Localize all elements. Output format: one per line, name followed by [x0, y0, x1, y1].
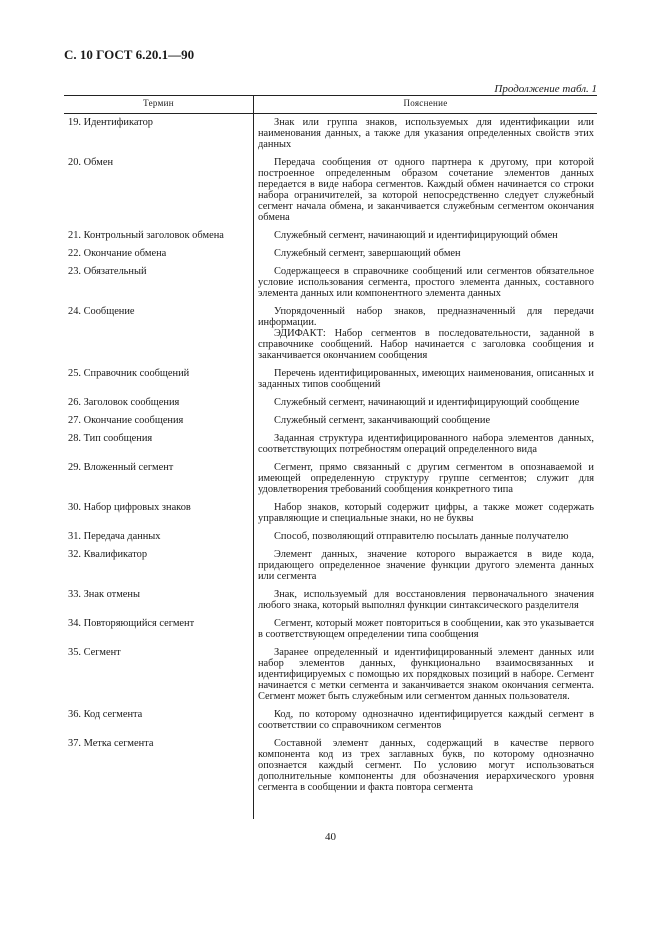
explanation-cell [253, 368, 594, 390]
document-header: С. 10 ГОСТ 6.20.1—90 [64, 47, 195, 62]
explanation-paragraph: Сегмент, который может повториться в сообщении, как это указывается в соответствующем определении типа сообщения [258, 618, 594, 640]
page-number: 40 [325, 831, 336, 843]
table-top-rule [64, 95, 597, 96]
term-cell: 25. Справочник сообщений [68, 368, 190, 379]
explanation-cell [253, 589, 594, 611]
explanation-cell [253, 266, 594, 299]
explanation-cell [253, 531, 594, 542]
terms-table-body [64, 117, 597, 800]
explanation-cell [253, 248, 594, 259]
table-row [64, 738, 597, 793]
table-row [64, 248, 597, 259]
explanation-cell [253, 230, 594, 241]
table-row [64, 368, 597, 390]
term-cell: 32. Квалификатор [68, 549, 148, 560]
explanation-paragraph: Упорядоченный набор знаков, предназначенный для передачи информации. [258, 306, 594, 328]
explanation-paragraph: Служебный сегмент, заканчивающий сообщение [274, 415, 491, 426]
term-cell: 23. Обязательный [68, 266, 147, 277]
column-header-term: Термин [143, 98, 174, 108]
table-header-rule [64, 113, 597, 114]
table-row [64, 433, 597, 455]
table-row [64, 117, 597, 150]
explanation-cell [253, 157, 594, 223]
explanation-cell [253, 502, 594, 524]
table-row [64, 230, 597, 241]
table-row [64, 266, 597, 299]
term-cell: 30. Набор цифровых знаков [68, 502, 191, 513]
explanation-paragraph: Сегмент, прямо связанный с другим сегментом в опознаваемой и имеющей определенную структуру группе сегментов; служит для удовлетворения требований сообщения конкретного типа [258, 462, 594, 495]
explanation-cell [253, 709, 594, 731]
explanation-paragraph: Заданная структура идентифицированного набора элементов данных, соответствующих потребностям операций определенного вида [258, 433, 594, 455]
explanation-cell [253, 462, 594, 495]
table-row [64, 531, 597, 542]
explanation-cell [253, 549, 594, 582]
table-row [64, 157, 597, 223]
explanation-cell [253, 433, 594, 455]
term-cell: 33. Знак отмены [68, 589, 140, 600]
explanation-paragraph: ЭДИФАКТ: Набор сегментов в последовательности, заданной в справочнике сообщений. Набор начинается с заголовка сообщения и заканчивается окончанием сообщения [258, 328, 594, 361]
explanation-paragraph: Элемент данных, значение которого выражается в виде кода, придающего определенное значение функции другого элемента данных или сегмента [258, 549, 594, 582]
term-cell: 27. Окончание сообщения [68, 415, 184, 426]
explanation-cell [253, 415, 594, 426]
term-cell: 29. Вложенный сегмент [68, 462, 174, 473]
explanation-paragraph: Передача сообщения от одного партнера к другому, при которой построенное определенным образом сочетание элементов данных передается в виде набора сегментов. Каждый обмен начинается со строки набора ограничителей, за которой непосредственно следует служебный сегмент начала обмена, и заканчивается служебным сегментом окончания обмена [258, 157, 594, 223]
term-cell: 36. Код сегмента [68, 709, 143, 720]
term-cell: 35. Сегмент [68, 647, 121, 658]
explanation-paragraph: Способ, позволяющий отправителю посылать данные получателю [274, 531, 569, 542]
term-cell: 24. Сообщение [68, 306, 135, 317]
table-row [64, 415, 597, 426]
term-cell: 26. Заголовок сообщения [68, 397, 180, 408]
term-cell: 20. Обмен [68, 157, 114, 168]
explanation-paragraph: Служебный сегмент, начинающий и идентифицирующий обмен [274, 230, 558, 241]
explanation-paragraph: Служебный сегмент, завершающий обмен [274, 248, 461, 259]
table-row [64, 618, 597, 640]
explanation-paragraph: Код, по которому однозначно идентифицируется каждый сегмент в соответствии со справочником сегментов [258, 709, 594, 731]
table-row [64, 589, 597, 611]
explanation-paragraph: Знак, используемый для восстановления первоначального значения любого знака, который выполнял функции синтаксического разделителя [258, 589, 594, 611]
term-cell: 21. Контрольный заголовок обмена [68, 230, 224, 241]
explanation-paragraph: Знак или группа знаков, используемых для идентификации или наименования данных, а также для указания определенных свойств этих данных [258, 117, 594, 150]
column-header-explanation: Пояснение [403, 98, 448, 108]
explanation-paragraph: Служебный сегмент, начинающий и идентифицирующий сообщение [274, 397, 580, 408]
explanation-paragraph: Перечень идентифицированных, имеющих наименования, описанных и заданных типов сообщений [258, 368, 594, 390]
term-cell: 28. Тип сообщения [68, 433, 153, 444]
table-row [64, 549, 597, 582]
explanation-paragraph: Набор знаков, который содержит цифры, а также может содержать управляющие и специальные знаки, но не буквы [258, 502, 594, 524]
term-cell: 19. Идентификатор [68, 117, 153, 128]
explanation-cell [253, 618, 594, 640]
explanation-paragraph: Составной элемент данных, содержащий в качестве первого компонента код из трех заглавных букв, по которому однозначно опознается каждый сегмент. По условию могут использоваться дополнительные компоненты для обозначения иерархического уровня сегмента в сообщении и факта повтора сегмента [258, 738, 594, 793]
explanation-cell [253, 647, 594, 702]
table-row [64, 397, 597, 408]
explanation-cell [253, 397, 594, 408]
explanation-cell [253, 117, 594, 150]
term-cell: 31. Передача данных [68, 531, 161, 542]
table-row [64, 647, 597, 702]
term-cell: 34. Повторяющийся сегмент [68, 618, 195, 629]
explanation-paragraph: Заранее определенный и идентифицированный элемент данных или набор элементов данных, функционально взаимосвязанных и идентифицируемых с помощью их порядковых позиций в наборе. Сегмент начинается с метки сегмента и заканчивается знаком окончания сегмента. Сегмент может быть служебным или сегментом данных пользователя. [258, 647, 594, 702]
explanation-cell [253, 738, 594, 793]
table-row [64, 502, 597, 524]
term-cell: 22. Окончание обмена [68, 248, 167, 259]
table-continuation-label: Продолжение табл. 1 [494, 83, 597, 95]
term-cell: 37. Метка сегмента [68, 738, 154, 749]
table-row [64, 306, 597, 361]
table-row [64, 462, 597, 495]
explanation-paragraph: Содержащееся в справочнике сообщений или сегментов обязательное условие использования сегмента, простого элемента данных, составного элемента данных или компонентного элемента данных [258, 266, 594, 299]
explanation-cell [253, 306, 594, 361]
table-row [64, 709, 597, 731]
